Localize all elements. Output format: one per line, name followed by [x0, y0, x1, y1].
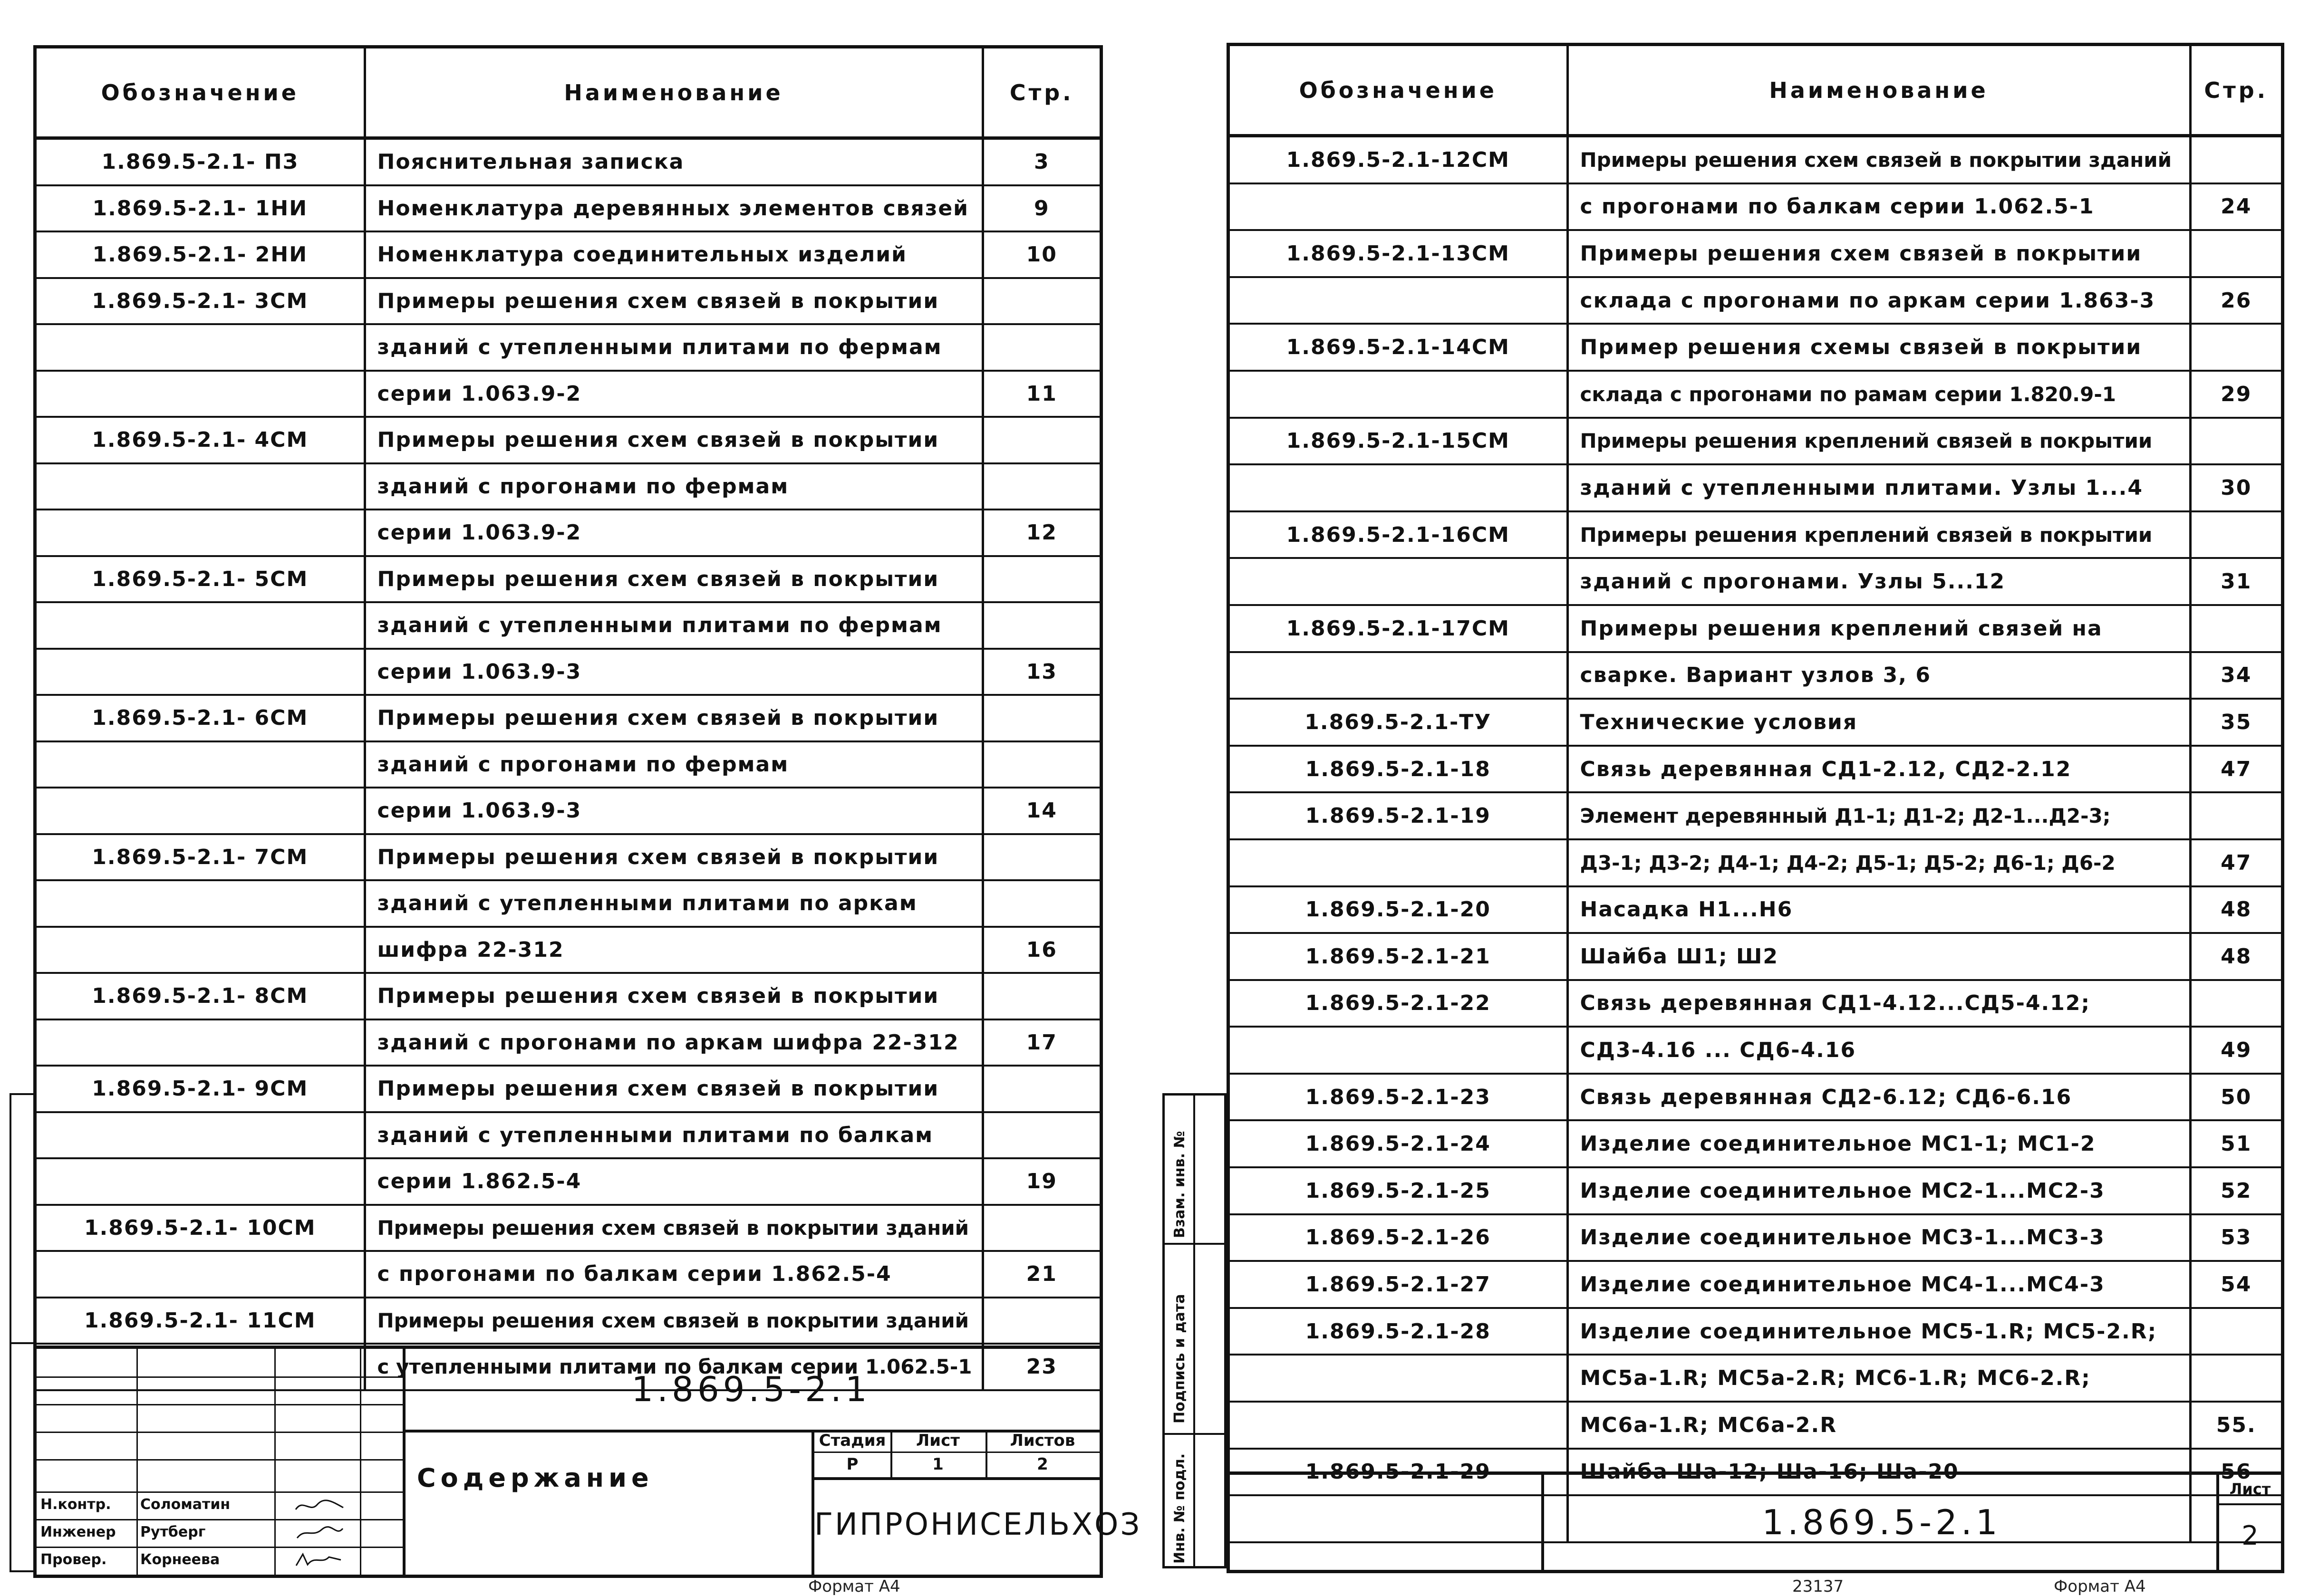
table-row [1230, 1308, 2281, 1355]
row-code: 1.869.5-2.1-25 [1230, 1167, 1567, 1214]
row-name: Изделие соединительное МС4-1...МС4-3 [1567, 1261, 2190, 1308]
row-page [983, 880, 1100, 927]
table-row [1230, 1402, 2281, 1449]
row-code [1230, 1027, 1567, 1074]
row-code [37, 788, 365, 834]
row-code: 1.869.5-2.1-21 [1230, 933, 1567, 980]
row-code: 1.869.5-2.1-16СМ [1230, 511, 1567, 558]
row-code [1230, 652, 1567, 699]
table-row [1230, 792, 2281, 839]
row-code: 1.869.5-2.1- 3СМ [37, 278, 365, 325]
row-page [983, 1205, 1100, 1251]
stage-col [814, 1430, 892, 1477]
row-page: 24 [2190, 183, 2281, 231]
table-row [37, 463, 1100, 510]
row-page [2190, 792, 2281, 839]
table-row [37, 185, 1100, 232]
sheet-number: 23137 [1792, 1577, 1844, 1596]
row-name: Пояснительная записка [365, 138, 983, 185]
row-page: 35 [2190, 699, 2281, 746]
row-page [2190, 605, 2281, 652]
table-row [37, 1158, 1100, 1205]
row-name: Примеры решения схем связей в покрытии [365, 834, 983, 881]
row-code: 1.869.5-2.1-23 [1230, 1074, 1567, 1121]
row-page: 51 [2190, 1120, 2281, 1167]
row-code: 1.869.5-2.1-29 [1230, 1449, 1567, 1496]
row-page: 14 [983, 788, 1100, 834]
row-page: 56 [2190, 1449, 2281, 1496]
row-code: 1.869.5-2.1- 2НИ [37, 231, 365, 278]
table-row [37, 649, 1100, 695]
row-name: Примеры решения схем связей в покрытии зданий [1567, 136, 2190, 183]
doc-code: 1.869.5-2.1 [403, 1349, 1100, 1433]
format-note-right: Формат А4 [2054, 1577, 2146, 1596]
row-name: Номенклатура соединительных изделий [365, 231, 983, 278]
row-code: 1.869.5-2.1-22 [1230, 980, 1567, 1027]
row-name: серии 1.862.5-4 [365, 1158, 983, 1205]
row-page [983, 973, 1100, 1019]
row-page [983, 834, 1100, 881]
right-doc-code: 1.869.5-2.1 [1541, 1475, 2219, 1570]
row-name: зданий с прогонами по фермам [365, 741, 983, 788]
row-code [1230, 183, 1567, 231]
table-row [1230, 511, 2281, 558]
row-page: 16 [983, 927, 1100, 973]
row-code [37, 371, 365, 417]
signature [293, 1496, 346, 1515]
left-title-block [37, 1346, 1142, 1575]
sheets-value: 2 [1037, 1455, 1048, 1474]
row-page [983, 556, 1100, 603]
stamp-label: Инв. № подл. [1171, 1453, 1188, 1564]
table-row [37, 1251, 1100, 1298]
row-name: Примеры решения креплений связей в покрытии [1567, 511, 2190, 558]
row-name: склада с прогонами по рамам серии 1.820.9-1 [1567, 371, 2190, 418]
grid-line [37, 1432, 403, 1433]
row-code: 1.869.5-2.1-15СМ [1230, 418, 1567, 465]
row-code [37, 510, 365, 556]
signature [293, 1550, 346, 1569]
right-sheet-value: 2 [2242, 1520, 2259, 1551]
person-name: Корнеева [140, 1551, 220, 1568]
row-code [37, 880, 365, 927]
row-code: 1.869.5-2.1- 9СМ [37, 1066, 365, 1112]
header-code: Обозначение [1230, 46, 1567, 136]
row-code [37, 927, 365, 973]
table-row [37, 231, 1100, 278]
row-name: серии 1.063.9-3 [365, 788, 983, 834]
table-row [37, 510, 1100, 556]
row-name: Изделие соединительное МС5-1.R; МС5-2.R; [1567, 1308, 2190, 1355]
person-name: Рутберг [140, 1524, 206, 1540]
person-row [37, 1547, 403, 1574]
right-sheet [1227, 43, 2284, 1573]
row-page: 13 [983, 649, 1100, 695]
grid-line [37, 1376, 403, 1378]
row-name: Номенклатура деревянных элементов связей [365, 185, 983, 232]
row-page: 9 [983, 185, 1100, 232]
person-role: Инженер [40, 1524, 116, 1540]
row-code [37, 1251, 365, 1298]
row-code: 1.869.5-2.1-13СМ [1230, 230, 1567, 277]
grid-line [11, 1342, 35, 1344]
row-page: 31 [2190, 558, 2281, 605]
row-name: зданий с прогонами. Узлы 5...12 [1567, 558, 2190, 605]
stage-value: Р [846, 1455, 859, 1474]
table-row [1230, 699, 2281, 746]
row-page [983, 1066, 1100, 1112]
row-code: 1.869.5-2.1-28 [1230, 1308, 1567, 1355]
table-row [37, 138, 1100, 185]
header-page: Стр. [2190, 46, 2281, 136]
table-row [1230, 230, 2281, 277]
row-name: Шайба Ша-12; Ша-16; Ша-20 [1567, 1449, 2190, 1496]
table-row [37, 880, 1100, 927]
row-page: 29 [2190, 371, 2281, 418]
table-row [1230, 652, 2281, 699]
row-page: 53 [2190, 1214, 2281, 1261]
stage-box [812, 1430, 1100, 1480]
table-row [37, 417, 1100, 463]
row-page: 30 [2190, 464, 2281, 511]
row-name: серии 1.063.9-2 [365, 510, 983, 556]
row-code [37, 1158, 365, 1205]
table-row [37, 602, 1100, 649]
header-page: Стр. [983, 48, 1100, 138]
row-page: 19 [983, 1158, 1100, 1205]
row-code [37, 649, 365, 695]
grid-line [37, 1404, 403, 1405]
row-page: 10 [983, 231, 1100, 278]
right-sheet-label: Лист [2219, 1475, 2281, 1505]
row-name: Примеры решения схем связей в покрытии зданий [365, 1298, 983, 1344]
row-code: 1.869.5-2.1- 8СМ [37, 973, 365, 1019]
row-name: Примеры решения креплений связей в покрытии [1567, 418, 2190, 465]
row-name: Технические условия [1567, 699, 2190, 746]
row-name: зданий с утепленными плитами по фермам [365, 602, 983, 649]
row-name: Связь деревянная СД1-2.12, СД2-2.12 [1567, 746, 2190, 793]
row-code [1230, 371, 1567, 418]
sheet-label: Лист [890, 1430, 986, 1453]
table-row [1230, 839, 2281, 886]
row-code [37, 463, 365, 510]
table-row [37, 278, 1100, 325]
title-block-grid [37, 1349, 406, 1575]
table-row [1230, 1027, 2281, 1074]
row-name: Элемент деревянный Д1-1; Д1-2; Д2-1...Д2-3; [1567, 792, 2190, 839]
row-code [1230, 558, 1567, 605]
row-code: 1.869.5-2.1-19 [1230, 792, 1567, 839]
right-title-block [1230, 1471, 2281, 1570]
table-row [1230, 886, 2281, 933]
row-page [983, 324, 1100, 371]
row-name: Примеры решения схем связей в покрытии [365, 278, 983, 325]
row-name: серии 1.063.9-3 [365, 649, 983, 695]
row-page: 47 [2190, 839, 2281, 886]
row-page [2190, 1308, 2281, 1355]
left-contents-table [37, 48, 1100, 1391]
table-row [1230, 371, 2281, 418]
left-stamp-strip [10, 1093, 35, 1572]
row-code: 1.869.5-2.1- ПЗ [37, 138, 365, 185]
table-row [37, 834, 1100, 881]
table-row [37, 556, 1100, 603]
row-name: зданий с утепленными плитами по аркам [365, 880, 983, 927]
row-name: Примеры решения креплений связей на [1567, 605, 2190, 652]
row-page [983, 602, 1100, 649]
table-row [1230, 136, 2281, 183]
person-row [37, 1491, 403, 1519]
person-role: Провер. [40, 1551, 107, 1568]
row-page [983, 417, 1100, 463]
header-name: Наименование [365, 48, 983, 138]
row-code [37, 602, 365, 649]
table-row [37, 1205, 1100, 1251]
row-code [1230, 277, 1567, 324]
table-row [1230, 183, 2281, 231]
row-page: 54 [2190, 1261, 2281, 1308]
row-name: Д3-1; Д3-2; Д4-1; Д4-2; Д5-1; Д5-2; Д6-1; Д6-2 [1567, 839, 2190, 886]
row-name: Насадка Н1...Н6 [1567, 886, 2190, 933]
sheet-value: 1 [932, 1455, 944, 1474]
row-page: 12 [983, 510, 1100, 556]
row-code: 1.869.5-2.1- 11СМ [37, 1298, 365, 1344]
row-page [983, 278, 1100, 325]
row-page [983, 695, 1100, 741]
stamp-label: Подпись и дата [1171, 1294, 1188, 1423]
row-name: с прогонами по балкам серии 1.062.5-1 [1567, 183, 2190, 231]
person-role: Н.контр. [40, 1496, 111, 1513]
row-code: 1.869.5-2.1- 1НИ [37, 185, 365, 232]
row-name: Примеры решения схем связей в покрытии [365, 973, 983, 1019]
row-name: зданий с утепленными плитами по балкам [365, 1112, 983, 1159]
row-name: сварке. Вариант узлов 3, 6 [1567, 652, 2190, 699]
row-page [983, 1112, 1100, 1159]
table-row [1230, 1214, 2281, 1261]
person-row [37, 1519, 403, 1547]
row-page: 17 [983, 1019, 1100, 1066]
table-row [37, 788, 1100, 834]
row-name: Примеры решения схем связей в покрытии [365, 1066, 983, 1112]
left-sheet [33, 45, 1142, 1578]
row-page [2190, 511, 2281, 558]
row-name: серии 1.063.9-2 [365, 371, 983, 417]
row-name: склада с прогонами по аркам серии 1.863-3 [1567, 277, 2190, 324]
table-row [1230, 746, 2281, 793]
row-name: с прогонами по балкам серии 1.862.5-4 [365, 1251, 983, 1298]
table-row [37, 927, 1100, 973]
table-row [1230, 558, 2281, 605]
row-page: 3 [983, 138, 1100, 185]
row-page [2190, 980, 2281, 1027]
row-page: 23 [983, 1344, 1100, 1390]
row-page: 47 [2190, 746, 2281, 793]
row-name: МС5а-1.R; МС5а-2.R; МС6-1.R; МС6-2.R; [1567, 1355, 2190, 1402]
row-code: 1.869.5-2.1-26 [1230, 1214, 1567, 1261]
row-name: МС6а-1.R; МС6а-2.R [1567, 1402, 2190, 1449]
row-name: зданий с утепленными плитами по фермам [365, 324, 983, 371]
row-code [37, 741, 365, 788]
grid-line [1165, 1243, 1224, 1245]
table-row [1230, 277, 2281, 324]
row-name: зданий с прогонами по фермам [365, 463, 983, 510]
table-row [37, 1298, 1100, 1344]
right-sheet-cell [2216, 1475, 2281, 1570]
stage-label: Стадия [814, 1430, 890, 1453]
table-row [1230, 324, 2281, 371]
sheets-col [986, 1430, 1100, 1477]
row-page: 55. [2190, 1402, 2281, 1449]
row-code: 1.869.5-2.1-18 [1230, 746, 1567, 793]
table-row [1230, 1120, 2281, 1167]
row-code: 1.869.5-2.1-12СМ [1230, 136, 1567, 183]
right-side-stamp [1162, 1093, 1227, 1568]
signature [293, 1524, 346, 1543]
grid-line [1165, 1433, 1224, 1435]
table-row [1230, 464, 2281, 511]
row-page: 50 [2190, 1074, 2281, 1121]
row-name: Примеры решения схем связей в покрытии [365, 417, 983, 463]
table-row [1230, 418, 2281, 465]
header-code: Обозначение [37, 48, 365, 138]
row-page [2190, 230, 2281, 277]
table-row [1230, 1074, 2281, 1121]
table-row [1230, 933, 2281, 980]
table-header [1230, 46, 2281, 136]
table-row [1230, 605, 2281, 652]
row-name: Связь деревянная СД2-6.12; СД6-6.16 [1567, 1074, 2190, 1121]
row-code: 1.869.5-2.1- 10СМ [37, 1205, 365, 1251]
grid-line [1193, 1096, 1195, 1566]
row-code: 1.869.5-2.1- 7СМ [37, 834, 365, 881]
row-page: 49 [2190, 1027, 2281, 1074]
table-row [1230, 980, 2281, 1027]
header-name: Наименование [1567, 46, 2190, 136]
row-name: Примеры решения схем связей в покрытии [365, 695, 983, 741]
row-name: Шайба Ш1; Ш2 [1567, 933, 2190, 980]
table-row [37, 1019, 1100, 1066]
person-name: Соломатин [140, 1496, 231, 1513]
table-row [37, 371, 1100, 417]
row-page: 52 [2190, 1167, 2281, 1214]
row-page [983, 741, 1100, 788]
row-name: Изделие соединительное МС3-1...МС3-3 [1567, 1214, 2190, 1261]
row-code [1230, 839, 1567, 886]
row-page [2190, 418, 2281, 465]
doc-title: Содержание [417, 1463, 654, 1493]
table-row [37, 741, 1100, 788]
row-page [2190, 1355, 2281, 1402]
row-code [37, 1019, 365, 1066]
row-code: 1.869.5-2.1-20 [1230, 886, 1567, 933]
row-page: 21 [983, 1251, 1100, 1298]
table-row [1230, 1355, 2281, 1402]
row-name: Примеры решения схем связей в покрытии [365, 556, 983, 603]
table-row [1230, 1261, 2281, 1308]
row-name: Связь деревянная СД1-4.12...СД5-4.12; [1567, 980, 2190, 1027]
row-page: 34 [2190, 652, 2281, 699]
sheet-col [890, 1430, 987, 1477]
table-row [37, 695, 1100, 741]
grid-line [37, 1459, 403, 1461]
row-code: 1.869.5-2.1- 6СМ [37, 695, 365, 741]
row-name: Изделие соединительное МС2-1...МС2-3 [1567, 1167, 2190, 1214]
row-code: 1.869.5-2.1- 5СМ [37, 556, 365, 603]
table-header [37, 48, 1100, 138]
row-code: 1.869.5-2.1- 4СМ [37, 417, 365, 463]
format-note-left: Формат А4 [808, 1577, 900, 1596]
table-row [1230, 1167, 2281, 1214]
row-code [1230, 464, 1567, 511]
row-page: 48 [2190, 886, 2281, 933]
row-page: 26 [2190, 277, 2281, 324]
row-name: Примеры решения схем связей в покрытии [1567, 230, 2190, 277]
table-row [37, 1112, 1100, 1159]
table-row [37, 1066, 1100, 1112]
row-name: Изделие соединительное МС1-1; МС1-2 [1567, 1120, 2190, 1167]
row-name: с утепленными плитами по балкам серии 1.062.5-1 [365, 1344, 983, 1390]
row-name: зданий с утепленными плитами. Узлы 1...4 [1567, 464, 2190, 511]
organization: ГИПРОНИСЕЛЬХОЗ [812, 1477, 1100, 1575]
row-code: 1.869.5-2.1-ТУ [1230, 699, 1567, 746]
row-code [1230, 1355, 1567, 1402]
row-name: Примеры решения схем связей в покрытии зданий [365, 1205, 983, 1251]
row-page: 48 [2190, 933, 2281, 980]
row-code [37, 1112, 365, 1159]
row-name: зданий с прогонами по аркам шифра 22-312 [365, 1019, 983, 1066]
row-name: Пример решения схемы связей в покрытии [1567, 324, 2190, 371]
row-page [983, 1298, 1100, 1344]
table-row [37, 324, 1100, 371]
row-code [1230, 1402, 1567, 1449]
row-page [2190, 324, 2281, 371]
row-code: 1.869.5-2.1-14СМ [1230, 324, 1567, 371]
row-name: СД3-4.16 ... СД6-4.16 [1567, 1027, 2190, 1074]
sheets-label: Листов [986, 1430, 1100, 1453]
row-code: 1.869.5-2.1-27 [1230, 1261, 1567, 1308]
row-code: 1.869.5-2.1-24 [1230, 1120, 1567, 1167]
row-name: шифра 22-312 [365, 927, 983, 973]
row-page [2190, 136, 2281, 183]
row-code [37, 324, 365, 371]
row-code: 1.869.5-2.1-17СМ [1230, 605, 1567, 652]
right-contents-table [1230, 46, 2281, 1543]
stamp-label: Взам. инв. № [1171, 1131, 1188, 1238]
row-page: 11 [983, 371, 1100, 417]
row-page [983, 463, 1100, 510]
table-row [37, 973, 1100, 1019]
